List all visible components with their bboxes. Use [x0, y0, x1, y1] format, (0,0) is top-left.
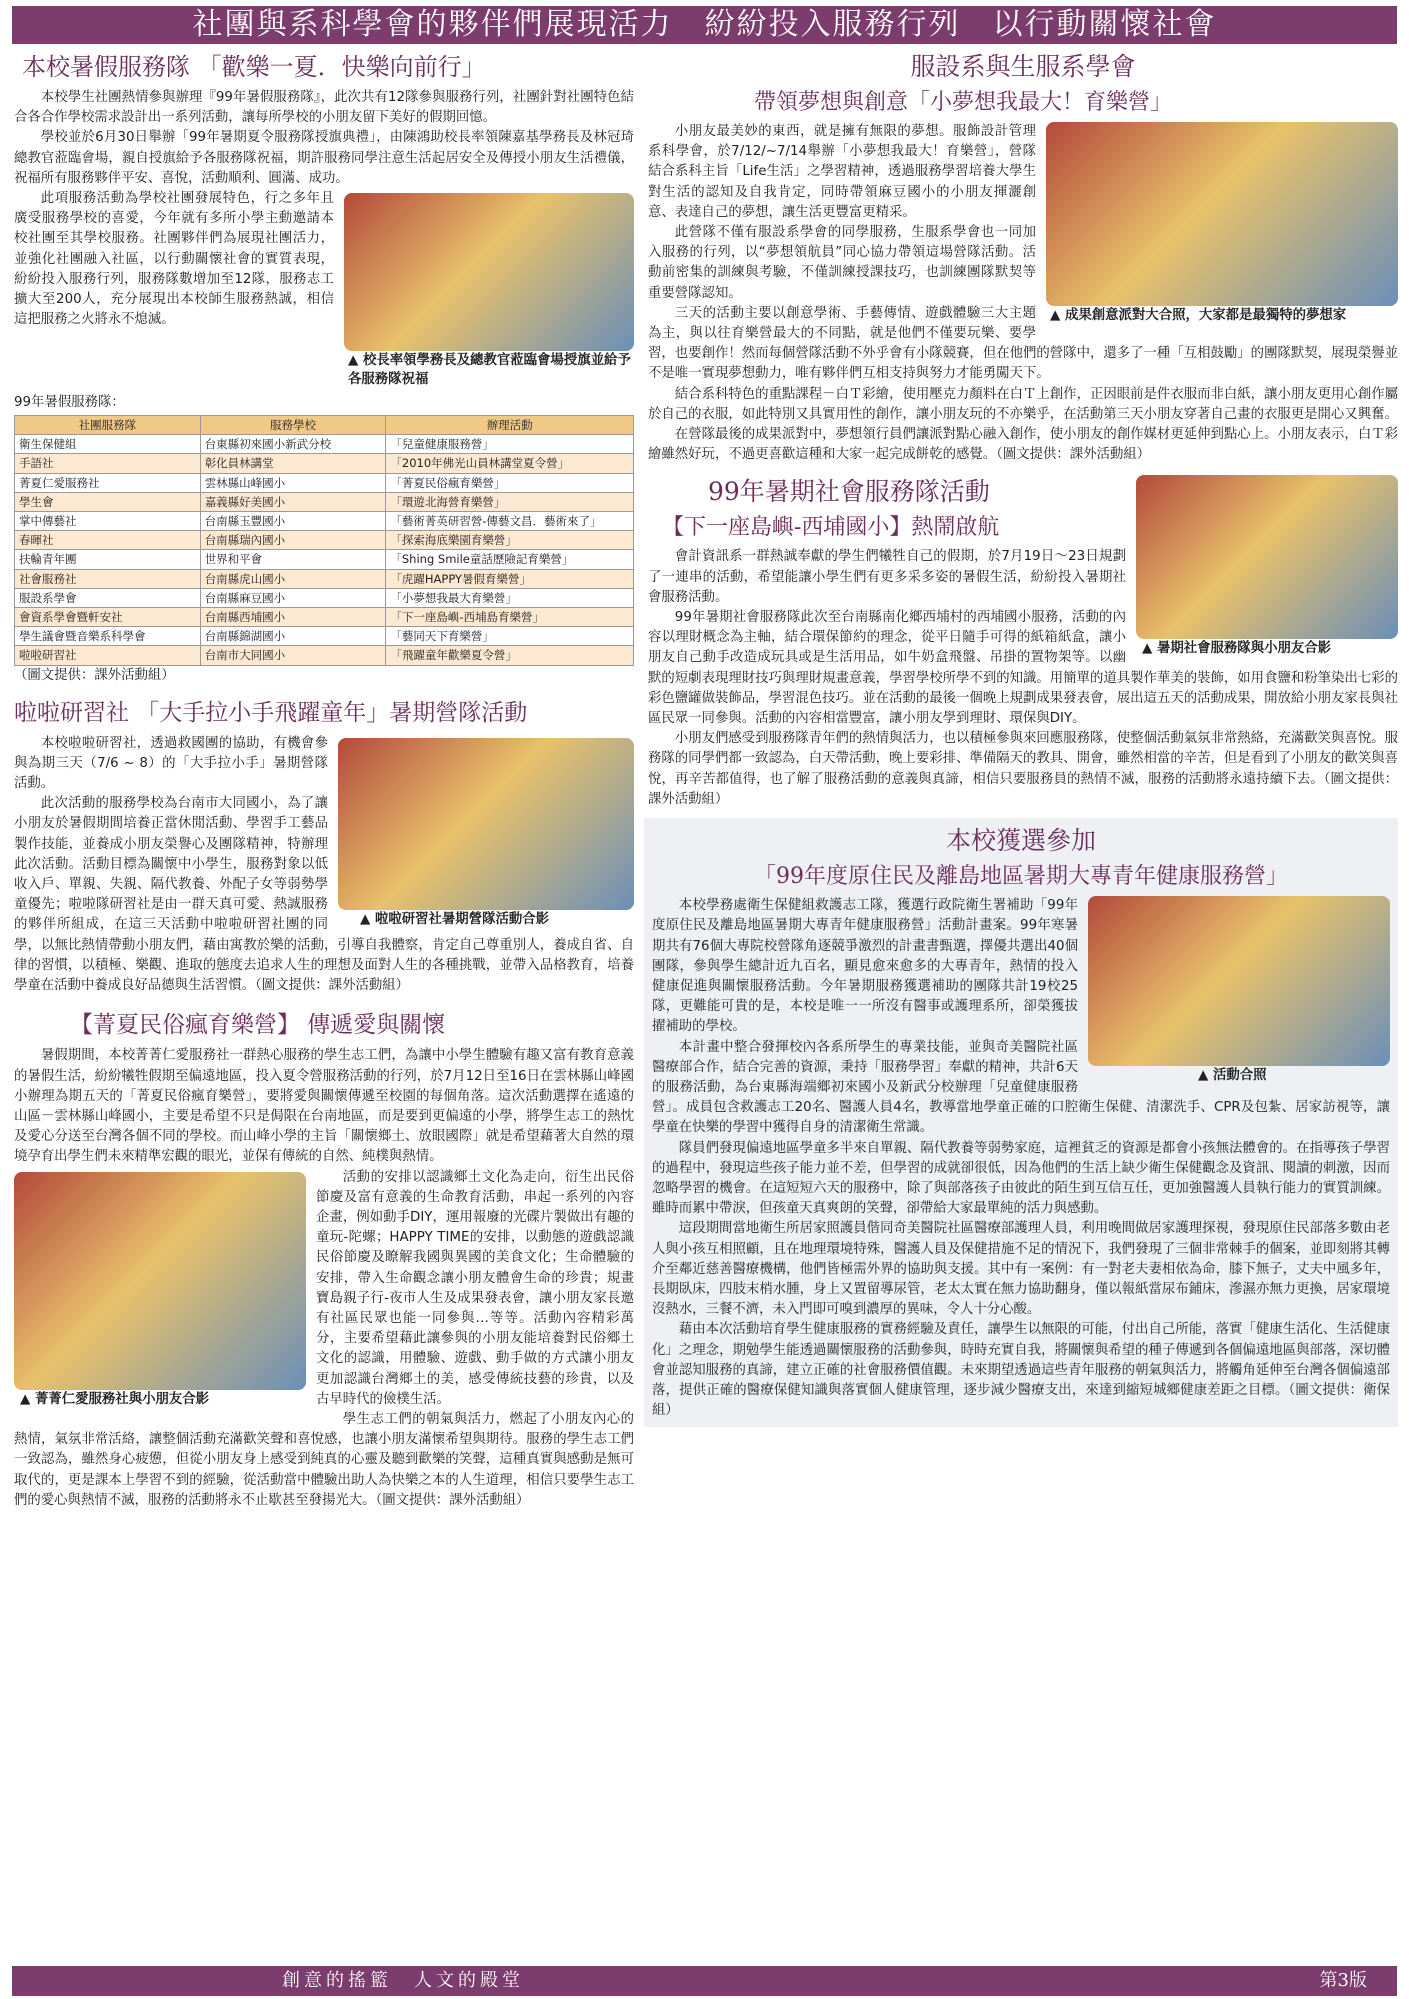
- paragraph: 藉由本次活動培育學生健康服務的實務經驗及責任，讓學生以無限的可能，付出自己所能，落實「健康生活化、生活健康化」之理念，期勉學生能透過關懷服務的活動參與，時時充實自我，將關懷與希望的種子傳遞到各個偏遠地區與部落，深切體會並認知服務的真諦，建立正確的社會服務價值觀。未來期望透過這些青年服務的朝氣與活力，將觸角延伸至台灣各個偏遠部落，提供正確的醫療保健知識與落實個人健康管理，逐步減少醫療支出，來達到縮短城鄉健康差距之目標。（圖文提供：衛保組）: [652, 1322, 1390, 1419]
- photo-caption: ▲ 活動合照: [1198, 1068, 1267, 1084]
- paragraph: 本校啦啦研習社，透過救國團的協助，有機會參與為期三天（7/6 ~ 8）的「大手拉小手」暑期營隊活動。: [14, 735, 328, 792]
- paragraph: 本校學務處衛生保健組救護志工隊，獲選行政院衛生署補助「99年度原住民及離島地區暑期大專青年健康服務營」活動計畫案。99年寒暑期共有76個大專院校營隊角逐競爭激烈的計畫書甄選，擇優共選出40個團隊，參與學生總計近九百名，顯見愈來愈多的大專青年，熱情的投入健康促進與關懷服務活動。今年暑期服務獲選補助的團隊共計19校25隊，更難能可貴的是，本校是唯一一所沒有醫事或護理系所，卻榮獲拔擢補助的學校。: [652, 898, 1078, 1035]
- paragraph: 本計畫中整合發揮校內各系所學生的專業技能，並與奇美醫院社區醫療部合作，結合完善的資源，秉持「服務學習」奉獻的精神，共計6天的服務活動，為台東縣海端鄉初來國小及新武分校辦理「兒童健康服務營」。成員包含救護志工20名、醫護人員4名，教導當地學童正確的口腔衛生保健、清潔洗手、CPR及包紮、居家訪視等，讓學童在快樂的學習中獲得自身的清潔衛生常識。: [652, 1039, 1390, 1136]
- table-cell: 台南縣玉豐國小: [200, 512, 386, 531]
- article-subtitle: 帶領夢想與創意「小夢想我最大！育樂營」: [753, 90, 1172, 115]
- table-cell: 彰化員林講堂: [200, 454, 386, 473]
- cheer-camp-photo: [338, 738, 634, 910]
- table-row: [15, 492, 634, 511]
- table-cell: 台南縣瑞內國小: [200, 531, 386, 550]
- table-row: [15, 531, 634, 550]
- paragraph: 活動的安排以認識鄉土文化為走向，衍生出民俗節慶及富有意義的生命教育活動，串起一系列的內容企畫，例如動手DIY，運用報廢的光碟片製做出有趣的童玩-陀螺；HAPPY TIME的安排，以動態的遊戲認識民俗節慶及瞭解我國與異國的美食文化；生命體驗的安排，帶入生命觀念讓小朋友體會生命的珍貴；規畫寶島親子行-夜市人生及成果發表會，讓小朋友家長邀有社區民眾也能一同參與…等等。活動內容精彩萬分，主要希望藉此讓參與的小朋友能培養對民俗鄉土文化的認識，用體驗、遊戲、動手做的方式讓小朋友更加認識台灣鄉土的美，感受傳統技藝的珍貴，以及古早時代的儉樸生活。: [316, 1169, 634, 1407]
- table-cell: 台南縣虎山國小: [200, 569, 386, 588]
- table-cell: 「Shing Smile童話歷險記育樂營」: [386, 550, 634, 569]
- table-cell: 「藝同天下育樂營」: [386, 627, 634, 646]
- table-row: [15, 588, 634, 607]
- paragraph: 在營隊最後的成果派對中，夢想領行員們讓派對點心融入創作，使小朋友的創作媒材更延伸到點心上。小朋友表示，白Ｔ彩繪雖然好玩，不過更喜歡這種和大家一起完成餅乾的感覺。（圖文提供：課外活動組）: [648, 427, 1398, 463]
- paragraph: 此營隊不僅有服設系學會的同學服務，生服系學會也一同加入服務的行列，以“夢想領航員”同心協力帶領這場營隊活動。活動前密集的訓練與考驗，不僅訓練授課技巧，也訓練團隊默契等重要營隊認知。: [648, 225, 1036, 301]
- paragraph: 學校並於6月30日舉辦「99年暑期夏令服務隊授旗典禮」，由陳鴻助校長率領陳嘉基學務長及林冠琦總教官蒞臨會場，親自授旗給予各服務隊祝福，期許服務同學注意生活起居安全及傳授小朋友生活禮儀，祝福所有服務夥伴平安、喜悅，活動順利、圓滿、成功。: [14, 130, 634, 186]
- right-column: [648, 50, 1398, 1427]
- table-row: [15, 473, 634, 492]
- article-title: 本校獲選參加: [945, 826, 1096, 856]
- table-cell: 嘉義縣好美國小: [200, 492, 386, 511]
- article-title: 服設系與生服系學會: [910, 52, 1136, 81]
- table-cell: 扶輪青年團: [15, 550, 201, 569]
- table-row: [15, 550, 634, 569]
- table-row: [15, 569, 634, 588]
- table-cell: 衛生保健組: [15, 435, 201, 454]
- article-social-service: [648, 475, 1398, 810]
- paragraph: 學生志工們的朝氣與活力，燃起了小朋友內心的熱情，氣氛非常活絡，讓整個活動充滿歡笑聲和喜悅感，也讓小朋友滿懷希望與期待。服務的學生志工們一致認為，雖然身心疲憊，但從小朋友身上感受到純真的心靈及聽到歡樂的笑聲，這種真實與感動是無可取代的，更是課本上學習不到的經驗，從活動當中體驗出助人為快樂之本的人生道理，相信只要學生志工們的愛心與熱情不滅，服務的活動將永不止歇甚至發揚光大。（圖文提供：課外活動組）: [14, 1411, 634, 1508]
- table-cell: 社會服務社: [15, 569, 201, 588]
- left-column: [14, 50, 634, 1511]
- table-cell: 「菁夏民俗瘋育樂營」: [386, 473, 634, 492]
- table-row: [15, 627, 634, 646]
- paragraph: 小朋友們感受到服務隊青年們的熱情與活力，也以積極參與來回應服務隊，使整個活動氣氛非常熱絡，充滿歡笑與喜悅。服務隊的同學們都一致認為，白天帶活動，晚上要彩排、準備隔天的教具、開會，雖然相當的辛苦，但是看到了小朋友的歡笑與喜悅，再辛苦都值得，也了解了服務活動的意義與真諦，相信只要服務員的熱情不滅，服務的活動將永遠持續下去。（圖文提供：課外活動組）: [648, 731, 1398, 807]
- table-cell: 世界和平會: [200, 550, 386, 569]
- table-header: 辦理活動: [386, 416, 634, 435]
- paragraph: 此次活動的服務學校為台南市大同國小，為了讓小朋友於暑假期間培養正當休閒活動、學習手工藝品製作技能，並養成小朋友榮譽心及團隊精神，特辦理此次活動。活動目標為關懷中小學生，服務對象以低收入戶、單親、失親、隔代教養、外配子女等弱勢學童優先；啦啦隊研習社是由一群天真可愛、熱誠服務的夥伴所組成，在這三天活動中啦啦研習社團的同學，以無比熱情帶動小朋友們，藉由寓教於樂的活動，引導自我體察，肯定自己尊重別人，養成自省、自律的習慣，以積極、樂觀、進取的態度去追求人生的理想及面對人生的各種挑戰，並帶入品格教育，培養學童在活動中養成良好品德與生活習慣。（圖文提供：課外活動組）: [14, 796, 634, 994]
- paragraph: 結合系科特色的重點課程－白Ｔ彩繪，使用壓克力顏料在白Ｔ上創作，正因眼前是件衣服而非白紙，讓小朋友更用心創作屬於自己的衣服，如此特別又具實用性的創作，讓小朋友玩的不亦樂乎，在活動第三天小朋友穿著自己畫的衣服更是開心又興奮。: [648, 386, 1398, 422]
- article-summer-service: [14, 50, 634, 686]
- photo-figure: [338, 738, 634, 929]
- table-row: [15, 512, 634, 531]
- credit-line: （圖文提供：課外活動組）: [14, 667, 175, 683]
- paragraph: 此項服務活動為學校社團發展特色，行之多年且廣受服務學校的喜愛，今年就有多所小學主動邀請本校社團至其學校服務。社團夥伴們為展現社團活力，並強化社團融入社區，以行動關懷社會的實質表現，紛紛投入服務行列，服務隊數增加至12隊，服務志工擴大至200人，充分展現出本校師生服務熱誠，相信這把服務之火將永不熄滅。: [14, 191, 334, 328]
- table-row: [15, 435, 634, 454]
- table-cell: 學生會: [15, 492, 201, 511]
- table-cell: 啦啦研習社: [15, 646, 201, 665]
- photo-figure: [14, 1172, 306, 1409]
- table-cell: 台南縣西埔國小: [200, 608, 386, 627]
- flag-ceremony-photo: [344, 193, 634, 351]
- table-cell: 會資系學會暨軒安社: [15, 608, 201, 627]
- photo-figure: [344, 193, 634, 389]
- health-camp-photo: [1088, 896, 1390, 1066]
- photo-figure: [1046, 122, 1398, 325]
- photo-figure: [1088, 896, 1390, 1085]
- page-number: 第3版: [1319, 1970, 1367, 1991]
- page-banner: 社團與系科學會的夥伴們展現活力 紛紛投入服務行列 以行動關懷社會: [12, 6, 1397, 44]
- photo-caption: ▲ 成果創意派對大合照，大家都是最獨特的夢想家: [1050, 308, 1347, 323]
- article-cheer-club: [14, 696, 634, 997]
- table-cell: 「下一座島嶼-西埔島育樂營」: [386, 608, 634, 627]
- table-cell: 「虎躍HAPPY暑假育樂營」: [386, 569, 634, 588]
- group-photo: [14, 1172, 306, 1390]
- paragraph: 暑假期間，本校菁菁仁愛服務社一群熱心服務的學生志工們，為讓中小學生體驗有趣又富有教育意義的暑假生活，紛紛犧牲假期至偏遠地區，投入夏令營服務活動的行列，於7月12日至16日在雲林縣山峰國小辦理為期五天的「菁夏民俗瘋育樂營」，要將愛與關懷傳遞至校園的每個角落。這次活動選擇在遙遠的山區－雲林縣山峰國小，主要是希望不只是侷限在台南地區，而是要到更偏遠的小學，將學生志工的熱忱及愛心分送至台灣各個不同的學校。而山峰小學的主旨「關懷鄉土、放眼國際」就是希望藉著大自然的環境孕育出學生們未來精準宏觀的眼光，並保有傳統的自然、純樸與熱情。: [14, 1048, 634, 1165]
- paragraph: 小朋友最美妙的東西，就是擁有無限的夢想。服飾設計管理系科學會，於7/12/~7/14舉辦「小夢想我最大！育樂營」，營隊結合系科主旨「Life生活」之學習精神，透過服務學習培養大學生對生活的認知及自我肯定，同時帶領麻豆國小的小朋友揮灑創意、表達自己的夢想，讓生活更豐富更精采。: [648, 124, 1036, 220]
- photo-caption: ▲ 校長率領學務長及總教官蒞臨會場授旗並給予各服務隊祝福: [348, 353, 631, 388]
- photo-figure: [1136, 475, 1398, 658]
- table-cell: 台南市大同國小: [200, 646, 386, 665]
- article-folk-camp: [14, 1008, 634, 1511]
- table-row: [15, 646, 634, 665]
- table-cell: 「兒童健康服務營」: [386, 435, 634, 454]
- article-health-camp: [644, 818, 1398, 1427]
- page-footer: [12, 1966, 1397, 1996]
- article-title: 【菁夏民俗瘋育樂營】 傳遞愛與關懷: [70, 1012, 446, 1039]
- paragraph: 三天的活動主要以創意學術、手藝傳情、遊戲體驗三大主題為主，與以往育樂營最大的不同點，就是他們不僅要玩樂、要學習，也要創作！然而每個營隊活動不外乎會有小隊競賽，但在他們的營隊中，還多了一種「互相鼓勵」的團隊默契，展現榮譽並不是唯一實現夢想動力，唯有夥伴們互相支持與努力才能勇闖天下。: [648, 305, 1398, 382]
- paragraph: 本校學生社團熱情參與辦理『99年暑假服務隊』，此次共有12隊參與服務行列，社團針對社團特色結合各合作學校需求設計出一系列活動，讓每所學校的小朋友留下美好的假期回憶。: [14, 90, 634, 126]
- photo-caption: ▲ 啦啦研習社暑期營隊活動合影: [360, 911, 550, 927]
- table-cell: 台東縣初來國小新武分校: [200, 435, 386, 454]
- table-cell: 「小夢想我最大育樂營」: [386, 588, 634, 607]
- table-row: [15, 454, 634, 473]
- service-team-photo: [1136, 475, 1398, 639]
- table-cell: 手語社: [15, 454, 201, 473]
- table-cell: 菁夏仁愛服務社: [15, 473, 201, 492]
- paragraph: 99年暑期社會服務隊此次至台南縣南化鄉西埔村的西埔國小服務，活動的內容以理財概念為主軸，結合環保節約的理念，從平日隨手可得的紙箱紙盒，讓小朋友自己動手改造成玩具或是生活用品，如牛奶盒飛盤、吊掛的置物架等。以幽默的短劇表現理財技巧與理財規畫意義，學習學校所學不到的知識。用簡單的道具製作華美的裝飾，如用食鹽和粉筆染出七彩的彩色鹽罐做裝飾品，學習混色技巧。並在活動的最後一個晚上規劃成果發表會，展出這五天的活動成果，開放給小朋友家長與社區民眾一同參與。活動的內容相當豐富，讓小朋友學到理財、環保與DIY。: [648, 610, 1398, 727]
- table-cell: 「探索海底樂園育樂營」: [386, 531, 634, 550]
- table-cell: 「飛躍童年歡樂夏令營」: [386, 646, 634, 665]
- table-cell: 台南縣麻豆國小: [200, 588, 386, 607]
- table-cell: 掌中傳藝社: [15, 512, 201, 531]
- party-group-photo: [1046, 122, 1398, 306]
- table-cell: 學生議會暨音樂系科學會: [15, 627, 201, 646]
- table-cell: 雲林縣山峰國小: [200, 473, 386, 492]
- table-header: 社團服務隊: [15, 416, 201, 435]
- article-subtitle: 「99年度原住民及離島地區暑期大專青年健康服務營」: [754, 864, 1288, 890]
- footer-motto: 創意的搖籃 人文的殿堂: [282, 1970, 524, 1991]
- paragraph: 隊員們發現偏遠地區學童多半來自單親、隔代教養等弱勢家庭，這裡貧乏的資源是都會小孩無法體會的。在指導孩子學習的過程中，發現這些孩子能力並不差，但學習的成就卻很低，因為他們的生活上缺少衛生保健觀念及資訊、閱讀的刺激，因而忽略學習的機會。在這短短六天的服務中，除了與部落孩子由彼此的陌生到互信互任，更加強醫護人員執行能力的實質訓練。雖時而累中帶淚，但孩童天真爽朗的笑聲，卻帶給大家最單純的活力與感動。: [652, 1140, 1390, 1217]
- table-header: 服務學校: [200, 416, 386, 435]
- table-cell: 服設系學會: [15, 588, 201, 607]
- article-title: 99年暑期社會服務隊活動: [708, 477, 990, 507]
- article-title: 本校暑假服務隊 「歡樂一夏．快樂向前行」: [22, 53, 486, 81]
- table-cell: 春暉社: [15, 531, 201, 550]
- table-cell: 「環遊北海營育樂營」: [386, 492, 634, 511]
- service-team-table: [14, 415, 634, 665]
- article-title: 啦啦研習社 「大手拉小手飛躍童年」暑期營隊活動: [14, 699, 528, 726]
- table-cell: 「藝術菁英研習營-傳藝文昌．藝術來了」: [386, 512, 634, 531]
- table-cell: 「2010年佛光山員林講堂夏令營」: [386, 454, 634, 473]
- photo-caption: ▲ 菁菁仁愛服務社與小朋友合影: [20, 1391, 210, 1407]
- table-cell: 台南縣錦湖國小: [200, 627, 386, 646]
- article-subtitle: 【下一座島嶼-西埔國小】熱鬧啟航: [662, 515, 1000, 541]
- photo-caption: ▲ 暑期社會服務隊與小朋友合影: [1142, 641, 1332, 657]
- article-fashion-dept: [648, 50, 1398, 465]
- table-row: [15, 608, 634, 627]
- paragraph: 這段期間當地衛生所居家照護員偕同奇美醫院社區醫療部護理人員，利用晚間做居家護理探視，發現原住民部落多數由老人與小孩互相照顧，且在地理環境特殊，醫護人員及保健措施不足的情況下，我們發現了三個非常棘手的個案，並即刻將其轉介至鄰近慈善醫療機構，他們皆極需外界的協助與支援。其中有一案例：有一對老夫妻相依為命，膝下無子，丈夫中風多年，長期臥床，四肢末梢水腫，身上又置留導尿管，老太太實在無力協助翻身，僅以報紙當尿布鋪床，滲濕亦無力更換，居家環境沒熱水，三餐不濟，未入門即可嗅到濃厚的異味，令人十分心酸。: [652, 1221, 1390, 1318]
- paragraph: 會計資訊系一群熱誠奉獻的學生們犧牲自己的假期，於7月19日～23日規劃了一連串的活動，希望能讓小學生們有更多采多姿的暑假生活，紛紛投入暑期社會服務活動。: [648, 549, 1126, 605]
- table-title: 99年暑假服務隊：: [14, 395, 125, 411]
